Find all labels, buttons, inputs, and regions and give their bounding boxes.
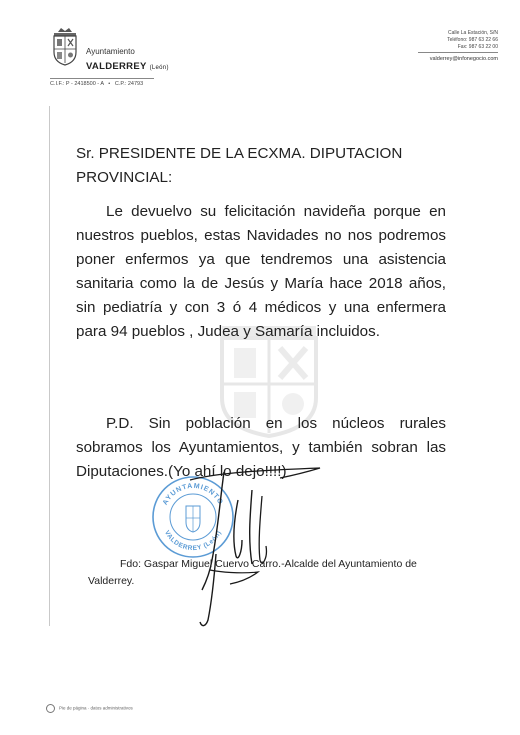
- province-label: (León): [149, 65, 169, 71]
- postscript: P.D. Sin población en los núcleos rurales sobramos los Ayuntamientos, y también sobran las Diputaciones.(Yo ahí lo dejo!!!!): [76, 415, 446, 480]
- footer: [46, 704, 133, 713]
- letter-paragraph: Le devuelvo su felicitación navideña porque en nuestros pueblos, estas Navidades no nos podremos poner enfermos ya que tendremos una asistencia sanitaria como la de Jesús y María hace 2018 años, sin pediatría y con 3 ó 4 médicos y una enfermera para 94 pueblos , Judea y Samaría incluidos.: [76, 203, 446, 340]
- cif-line: C.I.F.: P - 2418500 - A • C.P.: 24793: [50, 81, 144, 87]
- stamp-top-text: AYUNTAMIENTO: [161, 482, 225, 507]
- signature-town: Valderrey.: [88, 575, 135, 587]
- handwritten-signature: [180, 460, 340, 630]
- stamp-bottom-text: VALDERREY (León): [162, 529, 224, 553]
- town-name: [86, 61, 169, 72]
- contact-address: Calle La Estación, S/N: [447, 30, 498, 36]
- contact-email: valderrey@infonegocio.com: [429, 56, 498, 62]
- margin-line: [49, 106, 50, 626]
- contact-rule: [418, 52, 498, 53]
- salutation: Sr. PRESIDENTE DE LA ECXMA. DIPUTACION PROVINCIAL:: [76, 145, 403, 186]
- header-rule: [50, 78, 154, 79]
- signature-name: Fdo: Gaspar Miguel Cuervo Carro.-Alcalde del Ayuntamiento de: [120, 558, 417, 570]
- footer-seal-icon: [46, 704, 55, 713]
- org-name: Ayuntamiento: [86, 47, 135, 56]
- postal-code: C.P.: 24793: [114, 81, 144, 87]
- town-label: VALDERREY: [86, 61, 147, 72]
- signature-block: [88, 556, 450, 590]
- footer-text: Pie de página · datos administrativos: [59, 705, 133, 711]
- contact-fax: Fax: 987 63 22 00: [457, 44, 498, 50]
- cif: C.I.F.: P - 2418500 - A: [50, 81, 104, 87]
- contact-phone: Teléfono: 987 63 22 66: [447, 37, 498, 43]
- coat-of-arms-icon: [50, 26, 80, 66]
- contact-block: [447, 30, 498, 51]
